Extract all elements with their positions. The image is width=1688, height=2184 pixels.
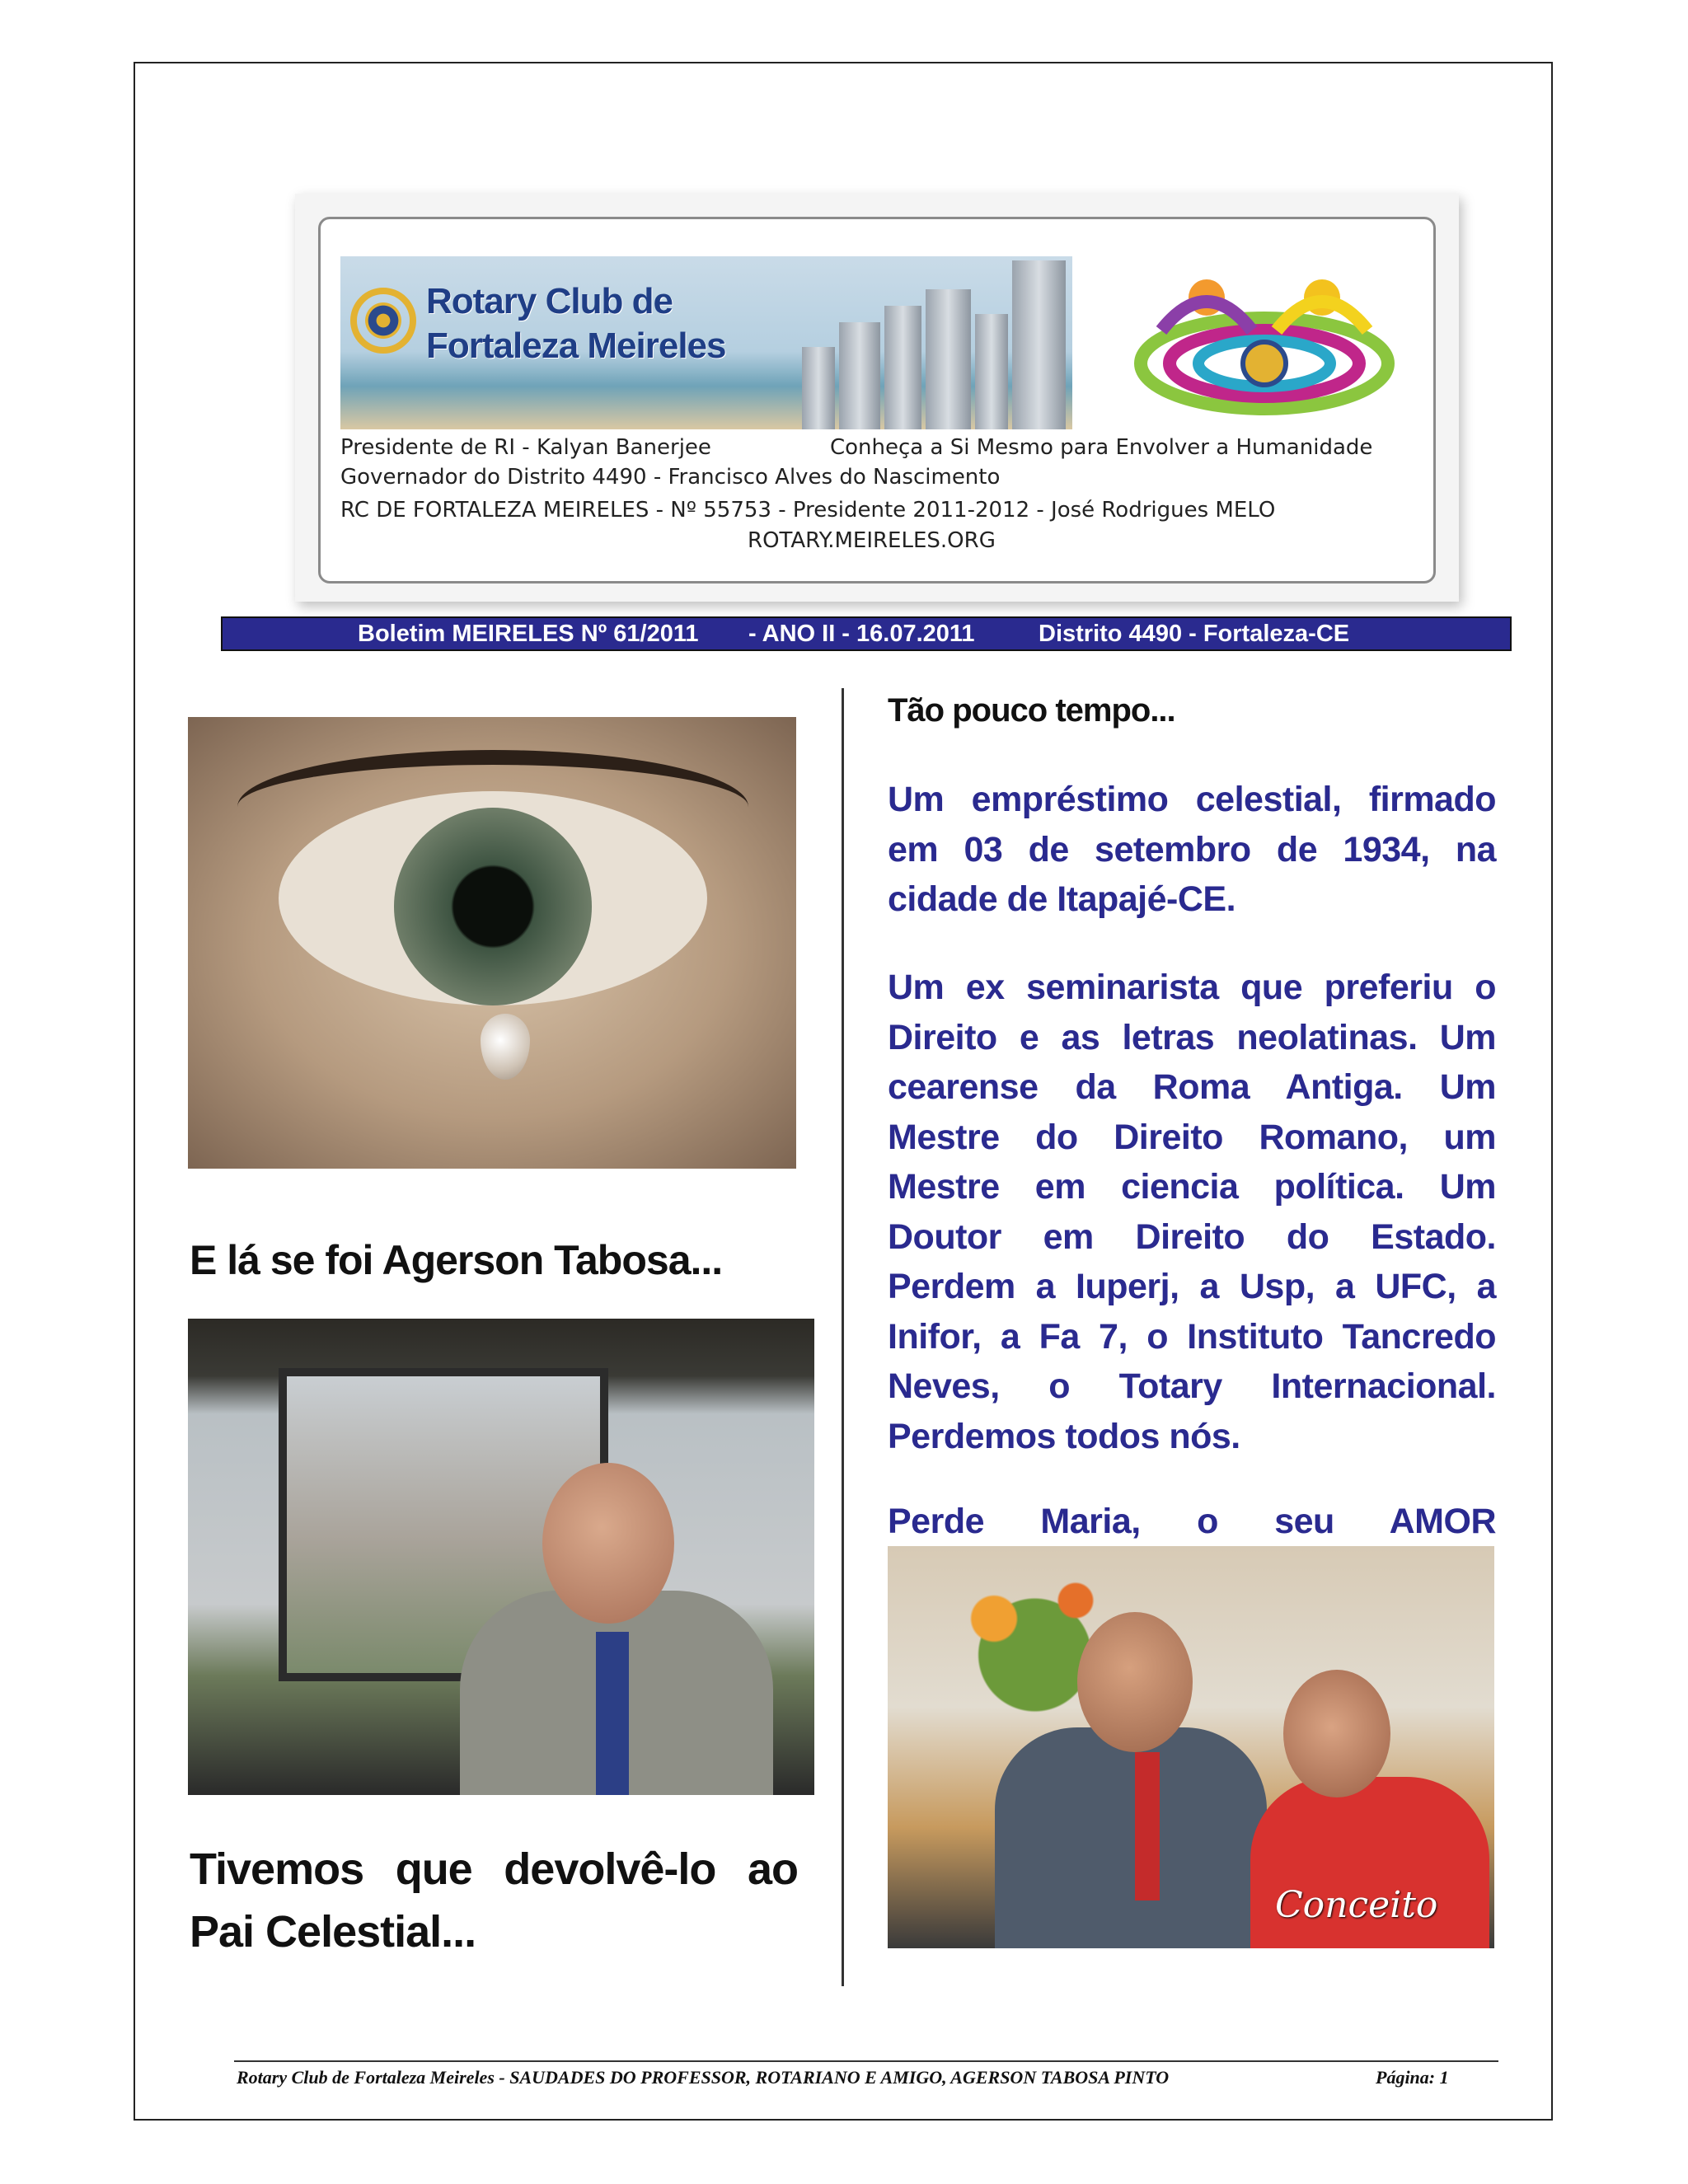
paragraph-birth: Um empréstimo celestial, firmado em 03 de setembro de 1934, na cidade de Itapajé-CE.	[888, 780, 1496, 919]
header-banner-frame	[318, 217, 1436, 583]
photo-signature: Conceito	[1275, 1884, 1438, 1926]
footer-rule	[234, 2060, 1498, 2062]
left-heading-farewell: E lá se foi Agerson Tabosa...	[190, 1237, 723, 1283]
right-heading: Tão pouco tempo...	[888, 692, 1175, 729]
bulletin-year-date: - ANO II - 16.07.2011	[748, 621, 975, 647]
bulletin-district: Distrito 4490 - Fortaleza-CE	[1039, 621, 1350, 647]
club-name: Rotary Club de Fortaleza Meireles	[426, 281, 726, 366]
bulletin-title-bar	[221, 616, 1512, 651]
district-governor-line: Governador do Distrito 4490 - Francisco Alves do Nascimento	[340, 465, 1001, 490]
tear-eye-photo	[188, 717, 796, 1169]
theme-emblem-icon	[1128, 265, 1400, 421]
bulletin-number: Boletim MEIRELES Nº 61/2011	[358, 621, 699, 647]
website-line: ROTARY.MEIRELES.ORG	[748, 528, 996, 553]
left-heading-return: Tivemos que devolvê-lo ao Pai Celestial...	[190, 1844, 798, 1957]
couple-photo	[888, 1546, 1494, 1948]
club-president-line: RC DE FORTALEZA MEIRELES - Nº 55753 - Presidente 2011-2012 - José Rodrigues MELO	[340, 498, 1276, 523]
banner-city-image	[340, 256, 1072, 429]
footer-page-number: Página: 1	[1376, 2067, 1449, 2088]
paragraph-maria: Perde Maria, o seu AMOR	[888, 1502, 1496, 1541]
paragraph-career: Um ex seminarista que preferiu o Direito e as letras neolatinas. Um cearense da Roma Antiga. Um Mestre do Direito Romano, um Mestre em ciencia política. Um Doutor em Direito do Estado. Perdem a Iuperj, a Usp, a UFC, a Inifor, a Fa 7, o Instituto Tancredo Neves, o Totary Internacional. Perdemos todos nós.	[888, 968, 1496, 1456]
agerson-portrait-photo	[188, 1319, 814, 1795]
ri-president-line: Presidente de RI - Kalyan Banerjee	[340, 435, 711, 460]
footer-text: Rotary Club de Fortaleza Meireles - SAUDADES DO PROFESSOR, ROTARIANO E AMIGO, AGERSON TABOSA PINTO	[237, 2067, 1170, 2088]
header-banner	[295, 194, 1459, 602]
theme-motto-line: Conheça a Si Mesmo para Envolver a Humanidade	[830, 435, 1373, 460]
rotary-wheel-icon	[350, 288, 416, 354]
column-divider	[842, 688, 844, 1986]
